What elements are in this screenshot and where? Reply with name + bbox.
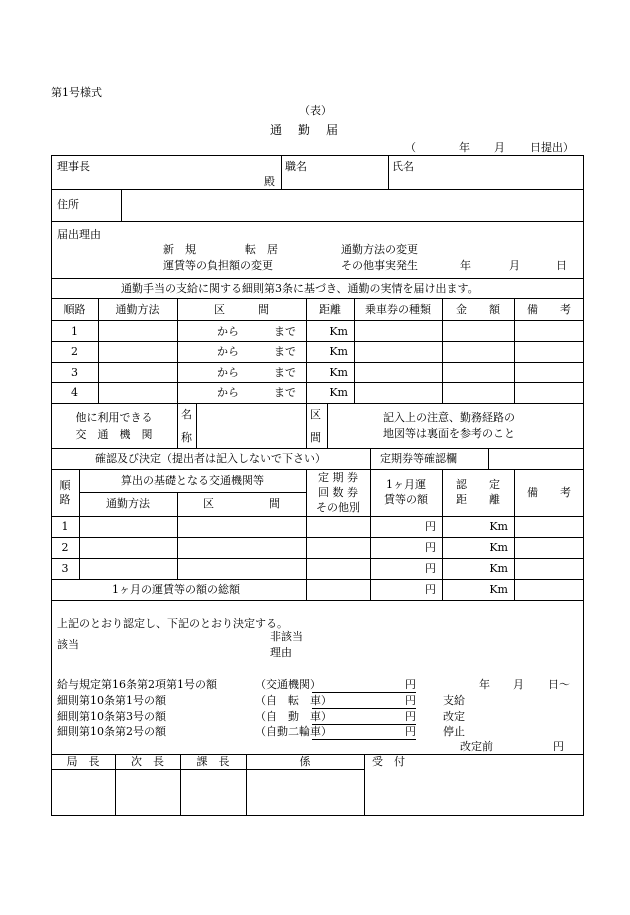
t1-row-no: 3 bbox=[71, 366, 78, 379]
shimei-field[interactable] bbox=[420, 172, 580, 186]
t2-row-no: 1 bbox=[61, 520, 69, 533]
reason-new[interactable]: 新 規 bbox=[163, 243, 196, 256]
t1-row-km: Km bbox=[329, 325, 348, 338]
t1-header-ticket-type: 乗車券の種類 bbox=[365, 303, 431, 316]
note-line-1: 記入上の注意、勤務経路の bbox=[383, 411, 515, 424]
t1-row-kara: から bbox=[217, 386, 239, 399]
decision-line-kind: （自動二輪車） bbox=[255, 725, 332, 738]
event-day-label: 日 bbox=[556, 259, 567, 272]
t2-basis-header: 算出の基礎となる交通機関等 bbox=[121, 474, 264, 487]
event-year-label: 年 bbox=[460, 259, 471, 272]
other-transport-label-1: 他に利用できる bbox=[75, 411, 153, 424]
decision-line-label: 給与規定第16条第2項第1号の額 bbox=[57, 678, 217, 691]
t2-junro-2: 路 bbox=[59, 493, 71, 506]
decision-line-yen: 円 bbox=[405, 694, 416, 707]
other-section-ku: 区 bbox=[310, 408, 321, 421]
t1-row-no: 1 bbox=[71, 325, 78, 338]
stamp-kacho: 課 長 bbox=[196, 755, 230, 768]
t1-row-made: まで bbox=[274, 325, 296, 338]
event-month-label: 月 bbox=[509, 259, 520, 272]
reason-fare-change[interactable]: 運賃等の負担額の変更 bbox=[163, 259, 273, 272]
submit-month-label: 月 bbox=[494, 141, 505, 154]
t1-row-made: まで bbox=[274, 386, 296, 399]
t2-section-header: 区 間 bbox=[203, 497, 280, 510]
t2-total-yen: 円 bbox=[425, 583, 436, 596]
reason-label: 届出理由 bbox=[57, 228, 101, 241]
decision-year-label: 年 bbox=[479, 678, 490, 691]
decision-line-label: 細則第10条第3号の額 bbox=[57, 710, 166, 723]
submit-year-label: 年 bbox=[459, 141, 470, 154]
note-line-2: 地図等は裏面を参考のこと bbox=[383, 427, 515, 440]
before-revision-yen: 円 bbox=[553, 740, 564, 753]
date-open-paren: （ bbox=[405, 141, 416, 154]
t2-row-km: Km bbox=[489, 520, 508, 533]
omote-label: （表） bbox=[299, 104, 332, 117]
t2-teiki-2: 回 数 券 bbox=[318, 486, 358, 499]
shokumei-label: 職名 bbox=[285, 160, 307, 173]
t2-method-header: 通勤方法 bbox=[106, 497, 150, 510]
t1-row-kara: から bbox=[217, 366, 239, 379]
t1-row-no: 2 bbox=[71, 345, 78, 358]
t2-row-km: Km bbox=[489, 562, 508, 575]
decision-line-yen: 円 bbox=[405, 710, 416, 723]
reason-other-event[interactable]: その他事実発生 bbox=[341, 259, 418, 272]
higaito-option[interactable]: 非該当 bbox=[270, 630, 303, 643]
submit-day-label: 日提出） bbox=[530, 141, 574, 154]
decision-line-yen: 円 bbox=[405, 725, 416, 738]
t2-teiki-1: 定 期 券 bbox=[318, 471, 358, 484]
t2-total-km: Km bbox=[489, 583, 508, 596]
shimei-label: 氏名 bbox=[392, 160, 414, 173]
t2-row-yen: 円 bbox=[425, 541, 436, 554]
stamp-kyokucho: 局 長 bbox=[66, 755, 100, 768]
t1-header-method: 通勤方法 bbox=[115, 303, 160, 316]
t2-total-label: 1ヶ月の運賃等の額の総額 bbox=[112, 583, 240, 596]
t2-monthly-2: 賃等の額 bbox=[384, 493, 428, 506]
gaito-option[interactable]: 該当 bbox=[57, 638, 79, 651]
t2-nintei-2: 距 離 bbox=[456, 493, 500, 506]
riyu-label: 理由 bbox=[270, 646, 292, 659]
t2-row-yen: 円 bbox=[425, 520, 436, 533]
t2-teiki-3: その他別 bbox=[316, 501, 360, 514]
decision-month-label: 月 bbox=[513, 678, 524, 691]
form-number: 第1号様式 bbox=[51, 86, 102, 99]
decision-line-yen: 円 bbox=[405, 678, 416, 691]
pass-check-label: 定期券等確認欄 bbox=[380, 452, 457, 465]
t1-row-no: 4 bbox=[71, 386, 78, 399]
t1-header-amount: 金 額 bbox=[456, 303, 500, 316]
decision-intro: 上記のとおり認定し、下記のとおり決定する。 bbox=[57, 617, 288, 630]
other-section-kan: 間 bbox=[310, 431, 321, 444]
t2-biko: 備 考 bbox=[527, 486, 571, 499]
notice-text: 通勤手当の支給に関する細則第3条に基づき、通勤の実情を届け出ます。 bbox=[121, 282, 479, 295]
t1-header-section: 区 間 bbox=[214, 303, 269, 316]
decision-line-kind: （自 動 車） bbox=[255, 710, 332, 723]
t1-row-km: Km bbox=[329, 345, 348, 358]
t1-header-distance: 距離 bbox=[319, 303, 341, 316]
decision-line-kind: （自 転 車） bbox=[255, 694, 332, 707]
before-revision-label: 改定前 bbox=[460, 740, 493, 753]
other-transport-label-2: 交 通 機 関 bbox=[75, 428, 153, 441]
decision-line-kind: （交通機関） bbox=[255, 678, 321, 691]
address-label: 住所 bbox=[57, 198, 79, 211]
reason-move[interactable]: 転 居 bbox=[245, 243, 278, 256]
t1-row-km: Km bbox=[329, 386, 348, 399]
t2-row-no: 2 bbox=[61, 541, 69, 554]
t2-row-km: Km bbox=[489, 541, 508, 554]
kaitei-option[interactable]: 改定 bbox=[443, 710, 465, 723]
t1-row-made: まで bbox=[274, 366, 296, 379]
t2-nintei-1: 認 定 bbox=[456, 478, 500, 491]
t2-row-yen: 円 bbox=[425, 562, 436, 575]
teishi-option[interactable]: 停止 bbox=[443, 725, 465, 738]
other-name-na: 名 bbox=[181, 408, 192, 421]
t1-row-kara: から bbox=[217, 345, 239, 358]
decision-day-label: 日～ bbox=[548, 678, 570, 691]
stamp-kakari: 係 bbox=[299, 755, 311, 768]
t2-monthly-1: 1ヶ月運 bbox=[386, 478, 426, 491]
shokumei-field[interactable] bbox=[305, 172, 385, 186]
address-field[interactable] bbox=[125, 193, 580, 218]
t1-row-km: Km bbox=[329, 366, 348, 379]
decision-line-label: 細則第10条第2号の額 bbox=[57, 725, 166, 738]
shikyu-option[interactable]: 支給 bbox=[443, 694, 465, 707]
rijicho-label: 理事長 bbox=[57, 160, 90, 173]
t2-row-no: 3 bbox=[61, 562, 69, 575]
other-name-sho: 称 bbox=[181, 431, 192, 444]
stamp-jicho: 次 長 bbox=[131, 755, 164, 768]
confirm-label: 確認及び決定（提出者は記入しないで下さい） bbox=[95, 452, 326, 465]
t1-header-route: 順路 bbox=[63, 303, 86, 316]
t2-junro-1: 順 bbox=[59, 479, 71, 492]
t1-row-made: まで bbox=[274, 345, 296, 358]
decision-line-label: 細則第10条第1号の額 bbox=[57, 694, 166, 707]
dono-label: 殿 bbox=[264, 175, 275, 188]
stamp-uketsuke: 受 付 bbox=[372, 755, 405, 768]
t1-row-kara: から bbox=[217, 325, 239, 338]
reason-method-change[interactable]: 通勤方法の変更 bbox=[341, 243, 418, 256]
t1-header-remarks: 備 考 bbox=[527, 303, 571, 316]
page-title: 通 勤 届 bbox=[270, 123, 341, 137]
